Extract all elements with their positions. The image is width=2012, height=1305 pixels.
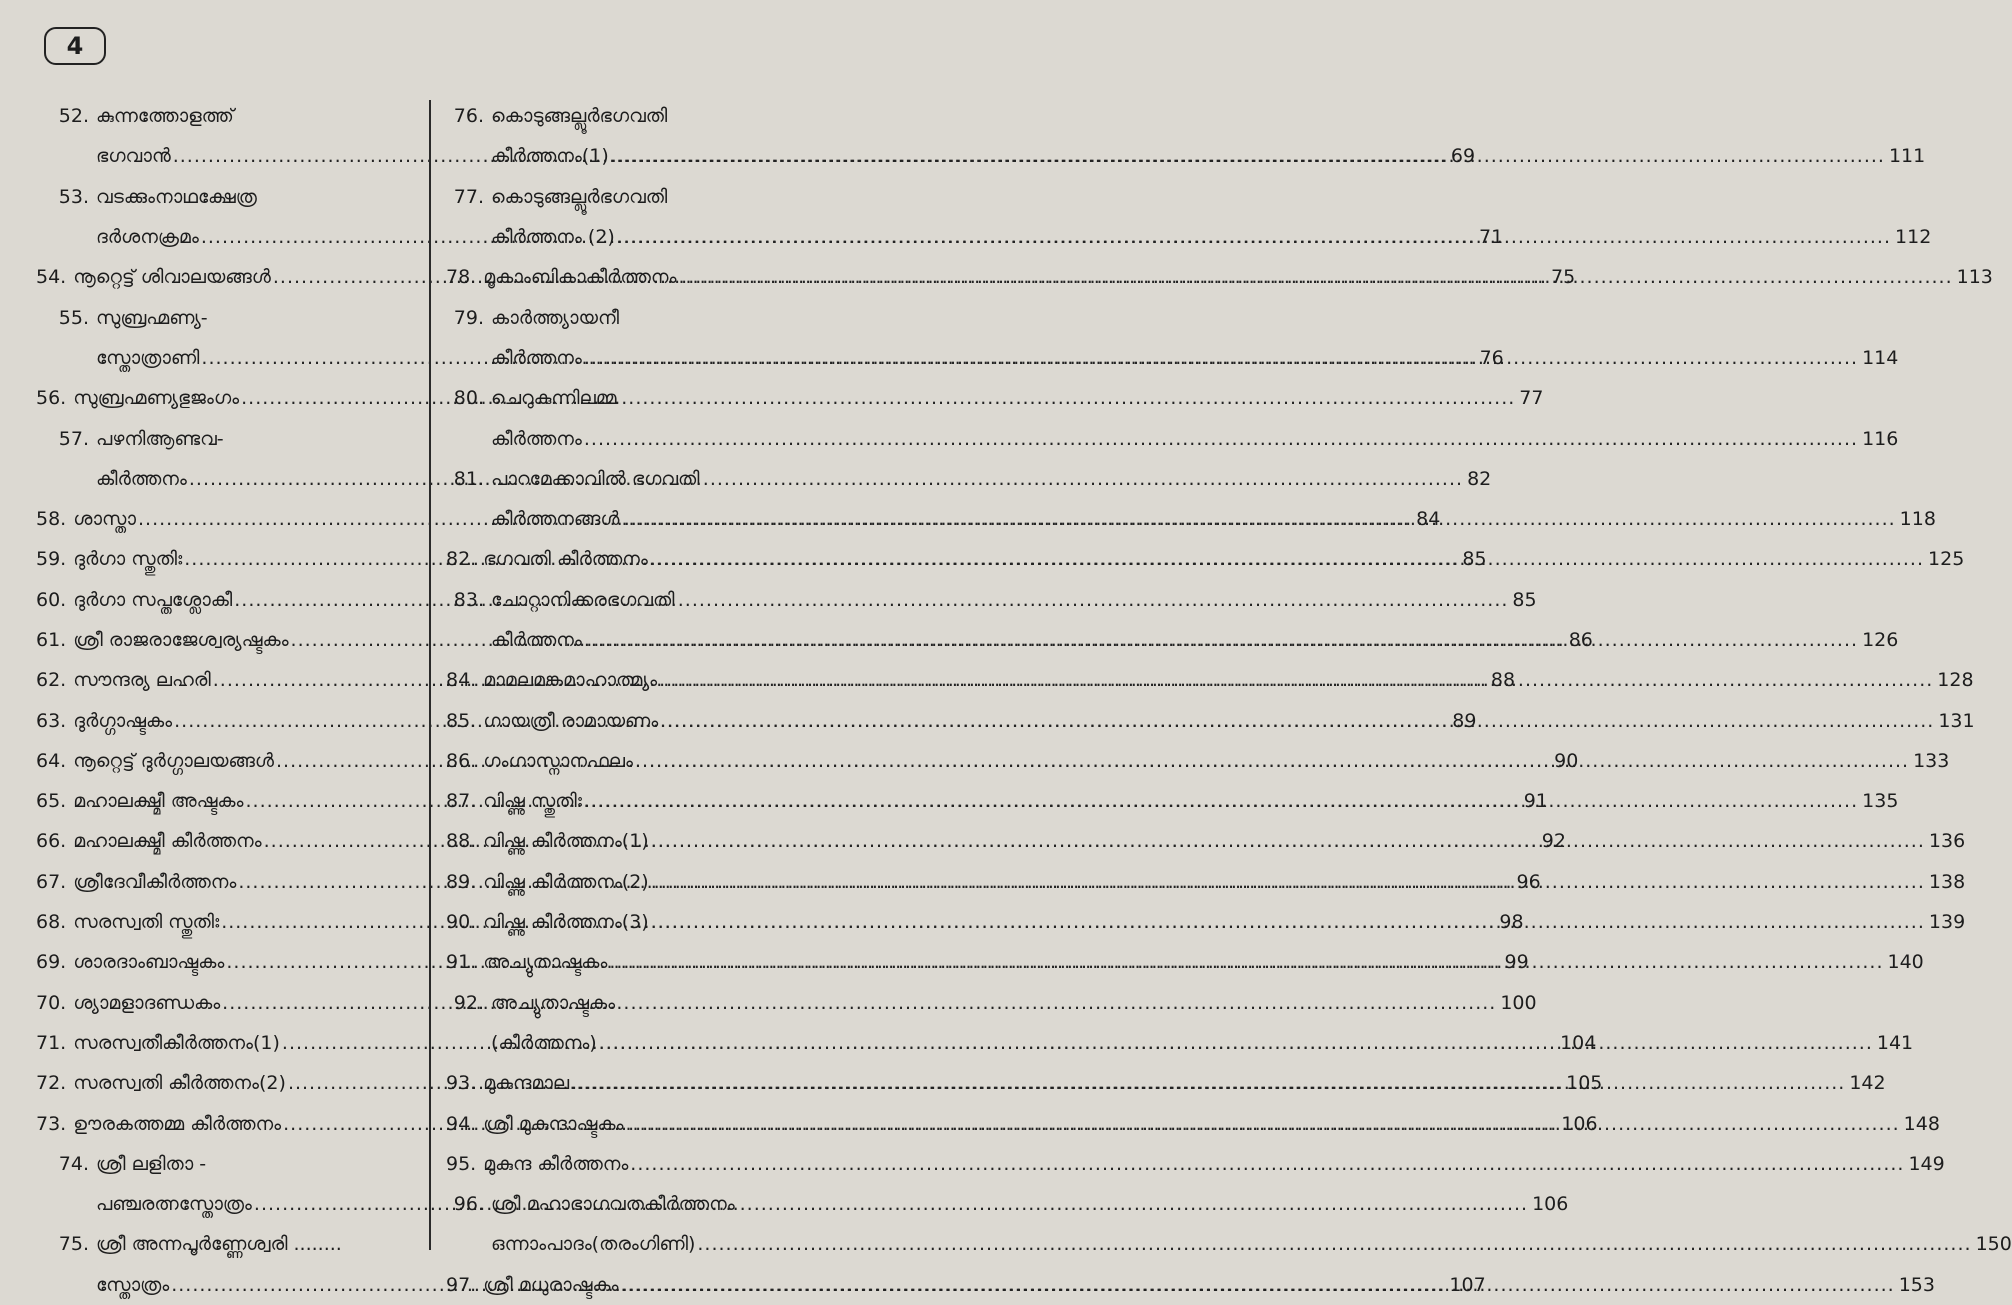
- dot-leader: [660, 710, 1934, 732]
- toc-entry-page: 141: [1876, 1031, 1914, 1054]
- toc-entry-number: 96.: [453, 1193, 484, 1216]
- toc-entry-title: ഗംഗാസ്നാനഫലം: [483, 749, 633, 772]
- toc-entry-title: സരസ്വതി സ്തുതിഃ: [73, 911, 220, 934]
- toc-entry-line: [446, 418, 1899, 458]
- toc-entry-page: 114: [1862, 346, 1899, 369]
- toc-entry-number: 59.: [36, 548, 67, 571]
- toc-entry-number: 94.: [446, 1112, 477, 1135]
- column-divider: [429, 100, 431, 1250]
- toc-entry-page: 125: [1928, 548, 1965, 571]
- toc-entry-number: 76.: [453, 105, 484, 128]
- toc-entry-title: കീർത്തനം: [491, 427, 582, 450]
- toc-entry-title: ദർശനക്രമം: [96, 226, 199, 249]
- dot-leader: [189, 468, 1463, 490]
- toc-entry-page: 135: [1862, 790, 1899, 813]
- toc-entry-number: 66.: [36, 830, 67, 853]
- toc-entry-title: കീർത്തനം(1): [491, 145, 609, 168]
- toc-entry-number: 62.: [36, 669, 67, 692]
- toc-entry-title: ചെറുകുന്നിലമ്മ: [491, 387, 617, 410]
- toc-entry-title: ശ്രീദേവീകീർത്തനം: [73, 870, 237, 893]
- toc-entry-title: ഊരകത്തമ്മ കീർത്തനം: [73, 1112, 282, 1135]
- toc-entry-line: [36, 1023, 1597, 1063]
- dot-leader: [659, 669, 1933, 691]
- toc-entry-title: വിഷ്ണു കീർത്തനം(1): [483, 830, 649, 853]
- dot-leader: [651, 911, 1925, 933]
- toc-entry-title: മഹാലക്ഷ്മീ കീർത്തനം: [73, 830, 262, 853]
- page-number-badge: [44, 27, 106, 65]
- toc-entry-title: വടക്കുംനാഥക്ഷേത്ര: [96, 185, 257, 208]
- dot-leader: [584, 347, 1858, 369]
- toc-entry-number: 69.: [36, 951, 67, 974]
- toc-entry-line: [36, 418, 406, 458]
- toc-entry-title: സ്തോത്രാണി: [96, 346, 200, 369]
- toc-entry-title: ശ്രീ മുകുന്ദാഷ്ടകം: [483, 1112, 624, 1135]
- toc-entry-page: 126: [1862, 629, 1899, 651]
- toc-entry-line: [446, 1184, 818, 1224]
- toc-entry-number: 97.: [446, 1273, 477, 1296]
- dot-leader: [650, 548, 1924, 570]
- toc-entry-page: 96: [1516, 870, 1541, 893]
- toc-entry-number: 93.: [446, 1072, 477, 1095]
- toc-entry-line: [446, 1144, 1945, 1184]
- toc-entry-number: 57.: [58, 427, 89, 450]
- toc-entry-title: പഞ്ചരത്നസ്തോത്രം: [96, 1193, 252, 1216]
- toc-entry-page: 131: [1938, 709, 1975, 732]
- toc-entry-number: 67.: [36, 870, 67, 893]
- dot-leader: [635, 750, 1909, 772]
- toc-entry-page: 138: [1928, 870, 1966, 893]
- toc-entry-page: 106: [1561, 1112, 1598, 1135]
- dot-leader: [241, 387, 1515, 409]
- toc-entry-title: മുകുന്ദ കീർത്തനം: [483, 1152, 629, 1175]
- dot-leader: [584, 790, 1858, 812]
- dot-leader: [651, 830, 1925, 852]
- toc-entry-page: 86: [1568, 629, 1593, 651]
- toc-entry-number: 77.: [453, 185, 484, 208]
- toc-entry-title: ശ്രീ ലളിതാ -: [96, 1152, 207, 1175]
- toc-entry-title: ശ്രീ രാജരാജേശ്വര്യഷ്ടകം: [73, 629, 289, 651]
- toc-entry-page: 128: [1937, 669, 1974, 692]
- toc-entry-title: കാർത്ത്യായനീ: [491, 306, 619, 329]
- dot-leader: [678, 266, 1952, 288]
- toc-entry-page: 92: [1541, 830, 1566, 853]
- toc-entry-title: മൂകാംബികാകീർത്തനം: [483, 266, 677, 289]
- toc-entry-number: 85.: [446, 709, 477, 732]
- toc-entry-number: 70.: [36, 991, 67, 1014]
- toc-entry-title: ദുർഗ്ഗാഷ്ടകം: [73, 709, 173, 732]
- toc-entry-title: ശ്രീ അന്നപൂർണ്ണേശ്വരി ........: [96, 1233, 342, 1256]
- toc-entry-number: 58.: [36, 508, 67, 531]
- toc-entry-title: കുന്നത്തോളത്ത്: [96, 105, 234, 128]
- toc-entry-number: 78.: [446, 266, 477, 289]
- toc-entry-page: 76: [1479, 346, 1504, 369]
- toc-entry-title: ചോറ്റാനിക്കരഭഗവതി: [491, 588, 675, 611]
- toc-entry-number: 89.: [446, 870, 477, 893]
- toc-entry-title: ഭഗവതി കീർത്തനം: [483, 548, 648, 571]
- toc-entry-title: കൊടുങ്ങല്ലൂർഭഗവതി: [491, 185, 668, 208]
- toc-entry-number: 86.: [446, 749, 477, 772]
- toc-entry-number: 92.: [453, 991, 484, 1014]
- toc-entry-title: ദുർഗാ സ്തുതിഃ: [73, 548, 183, 571]
- dot-leader: [599, 1032, 1873, 1054]
- toc-entry-number: 84.: [446, 669, 477, 692]
- toc-entry-title: സരസ്വതി കീർത്തനം(2): [73, 1072, 286, 1095]
- toc-entry-page: 69: [1450, 145, 1476, 168]
- toc-entry-title: മുകുന്ദമാല: [483, 1072, 570, 1095]
- toc-entry-number: 82.: [446, 548, 477, 571]
- toc-entry-number: 74.: [58, 1152, 89, 1175]
- toc-entry-page: 107: [1449, 1273, 1486, 1296]
- toc-entry-page: 89: [1452, 709, 1477, 732]
- toc-entry-page: 111: [1888, 145, 1926, 168]
- toc-entry-page: 139: [1928, 911, 1966, 934]
- toc-entry-page: 77: [1519, 387, 1544, 410]
- toc-entry-page: 105: [1566, 1072, 1603, 1095]
- toc-entry-page: 104: [1560, 1031, 1597, 1054]
- toc-entry-title: വിഷ്ണു സ്തുതിഃ: [483, 790, 582, 813]
- toc-entry-page: 100: [1500, 991, 1537, 1014]
- toc-entry-line: [446, 378, 818, 418]
- toc-entry-title: കീർത്തനം: [491, 346, 582, 369]
- toc-entry-page: 90: [1554, 749, 1579, 772]
- toc-entry-line: [446, 1224, 2012, 1264]
- toc-entry-title: നൂറ്റെട്ട് ശിവാലയങ്ങൾ: [73, 266, 271, 289]
- toc-entry-title: കീർത്തനം: [96, 467, 187, 490]
- dot-leader: [234, 589, 1508, 611]
- toc-entry-title: കൊടുങ്ങല്ലൂർഭഗവതി: [491, 105, 668, 128]
- toc-entry-number: 61.: [36, 629, 67, 651]
- toc-entry-title: ഒന്നാംപാദം(തരംഗിണി): [491, 1233, 696, 1256]
- toc-entry-line: [446, 459, 818, 499]
- dot-leader: [621, 1274, 1895, 1296]
- toc-entry-page: 148: [1903, 1112, 1940, 1135]
- toc-entry-number: 90.: [446, 911, 477, 934]
- toc-entry-title: കീർത്തനം (2): [491, 226, 615, 249]
- toc-entry-number: 68.: [36, 911, 67, 934]
- toc-entry-line: [36, 177, 406, 217]
- dot-leader: [571, 1072, 1845, 1094]
- toc-entry-title: സരസ്വതീകീർത്തനം(1): [73, 1031, 280, 1054]
- toc-entry-title: ശ്രീ മധുരാഷ്ടകം: [483, 1273, 619, 1296]
- toc-entry-number: 73.: [36, 1112, 67, 1135]
- dot-leader: [626, 1113, 1900, 1135]
- toc-entry-title: (കീർത്തനം): [491, 1031, 597, 1054]
- dot-leader: [584, 629, 1858, 651]
- dot-leader: [651, 871, 1925, 893]
- toc-entry-number: 80.: [453, 387, 484, 410]
- toc-entry-line: [446, 580, 818, 620]
- toc-entry-title: ശ്രീ മഹാഭാഗവതകീർത്തനം: [491, 1193, 735, 1216]
- toc-entry-title: മഹാലക്ഷ്മീ അഷ്ടകം: [73, 790, 244, 813]
- toc-entry-line: [36, 1144, 406, 1184]
- toc-entry-page: 116: [1862, 427, 1899, 450]
- toc-entry-title: പഴനിആണ്ടവ-: [96, 427, 224, 450]
- toc-entry-title: സൗന്ദര്യ ലഹരി: [73, 669, 211, 692]
- toc-entry-number: 64.: [36, 749, 67, 772]
- toc-entry-page: 150: [1975, 1233, 2012, 1256]
- toc-entry-page: 142: [1849, 1072, 1886, 1095]
- toc-entry-title: വിഷ്ണു കീർത്തനം(3): [483, 911, 649, 934]
- toc-entry-number: 87.: [446, 790, 477, 813]
- toc-entry-title: കീർത്തനം: [491, 629, 582, 651]
- toc-entry-title: മാമലമങ്കമാഹാത്മ്യം: [483, 669, 658, 692]
- toc-entry-number: 60.: [36, 588, 67, 611]
- toc-entry-page: 75: [1551, 266, 1576, 289]
- dot-leader: [630, 1153, 1904, 1175]
- toc-entry-page: 82: [1467, 467, 1492, 490]
- toc-entry-number: 75.: [58, 1233, 89, 1256]
- toc-entry-title: ശ്യാമളാദണ്ഡകം: [73, 991, 221, 1014]
- toc-entry-number: 71.: [36, 1031, 67, 1054]
- toc-entry-page: 85: [1512, 588, 1537, 611]
- toc-entry-page: 136: [1928, 830, 1966, 853]
- toc-entry-number: 55.: [58, 306, 89, 329]
- toc-entry-line: [446, 177, 818, 217]
- toc-entry-page: 112: [1895, 226, 1932, 249]
- dot-leader: [222, 992, 1496, 1014]
- toc-entry-title: ശാസ്താ: [73, 508, 136, 531]
- toc-entry-number: 88.: [446, 830, 477, 853]
- toc-entry-page: 118: [1899, 508, 1936, 531]
- toc-entry-title: സ്തോത്രം: [96, 1273, 170, 1296]
- toc-entry-number: 95.: [446, 1152, 477, 1175]
- dot-leader: [584, 428, 1858, 450]
- dot-leader: [609, 951, 1883, 973]
- toc-entry-number: 52.: [58, 105, 89, 128]
- toc-entry-page: 88: [1490, 669, 1516, 692]
- toc-entry-title: ഗായത്രീ രാമായണം: [483, 709, 659, 732]
- toc-entry-number: 53.: [58, 185, 89, 208]
- toc-entry-line: [446, 96, 818, 136]
- toc-entry-page: 71: [1479, 226, 1504, 249]
- toc-entry-title: ഭഗവാൻ: [96, 145, 171, 168]
- toc-entry-number: 65.: [36, 790, 67, 813]
- toc-entry-title: വിഷ്ണു കീർത്തനം(2): [483, 870, 649, 893]
- toc-entry-title: പാറമേക്കാവിൽ ഭഗവതി: [491, 467, 700, 490]
- toc-entry-page: 84: [1416, 508, 1441, 531]
- toc-entry-number: 63.: [36, 709, 67, 732]
- toc-entry-page: 149: [1908, 1152, 1945, 1175]
- toc-entry-line: [446, 983, 818, 1023]
- toc-entry-title: അച്യുതാഷ്ടകം: [483, 951, 608, 974]
- dot-leader: [622, 508, 1896, 530]
- toc-entry-line: [36, 297, 406, 337]
- toc-entry-title: സുബ്രഹ്മണ്യഭുജംഗം: [73, 387, 240, 410]
- toc-entry-line: [446, 297, 818, 337]
- toc-entry-line: [36, 1224, 406, 1264]
- toc-entry-page: 113: [1956, 266, 1993, 289]
- dot-leader: [611, 145, 1885, 167]
- toc-entry-number: 79.: [453, 306, 484, 329]
- dot-leader: [697, 1233, 1971, 1255]
- toc-entry-page: 133: [1913, 749, 1950, 772]
- toc-entry-page: 91: [1523, 790, 1548, 813]
- toc-entry-title: ശാരദാംബാഷ്ടകം: [73, 951, 225, 974]
- toc-entry-title: നൂറ്റെട്ട് ദുർഗ്ഗാലയങ്ങൾ: [73, 749, 274, 772]
- toc-entry-number: 56.: [36, 387, 67, 410]
- toc-entry-page: 85: [1462, 548, 1487, 571]
- toc-entry-page: 98: [1499, 911, 1524, 934]
- toc-entry-title: ദുർഗാ സപ്തശ്ലോകീ: [73, 588, 233, 611]
- toc-entry-page: 140: [1887, 951, 1924, 974]
- toc-entry-page: 99: [1504, 951, 1529, 974]
- toc-entry-page: 153: [1898, 1273, 1935, 1296]
- page-number: 4: [66, 32, 84, 60]
- toc-entry-page: 106: [1532, 1193, 1569, 1216]
- toc-entry-title: സുബ്രഹ്മണ്യ-: [96, 306, 208, 329]
- toc-entry-number: 91.: [446, 951, 477, 974]
- toc-entry-title: അച്യുതാഷ്ടകം: [491, 991, 616, 1014]
- toc-entry-number: 81.: [453, 467, 484, 490]
- toc-entry-number: 72.: [36, 1072, 67, 1095]
- toc-entry-title: കീർത്തനങ്ങൾ: [491, 508, 620, 531]
- toc-entry-number: 83.: [453, 588, 484, 611]
- toc-entry-number: 54.: [36, 266, 67, 289]
- toc-entry-line: [36, 96, 406, 136]
- dot-leader: [617, 226, 1891, 248]
